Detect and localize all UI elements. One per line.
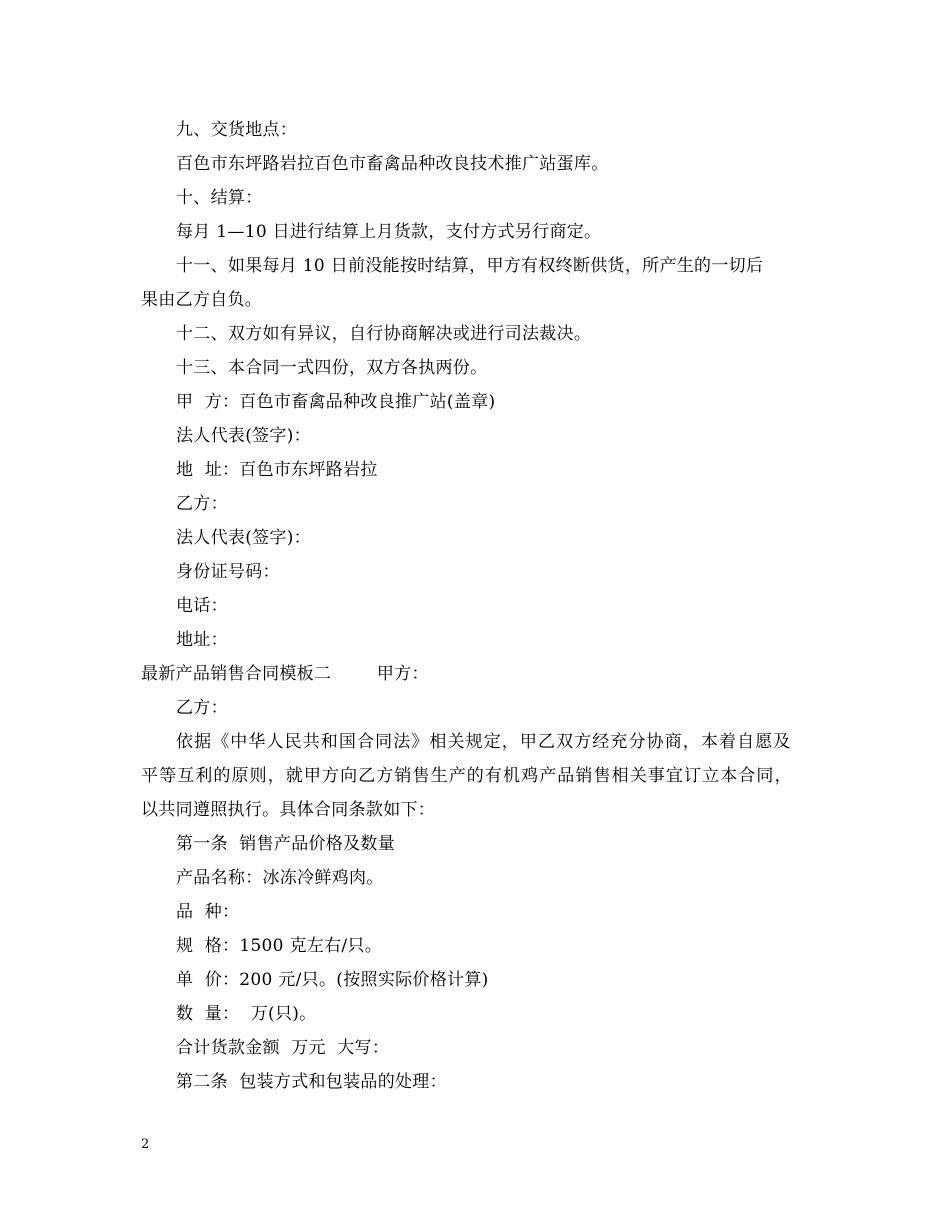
text-line: 单 价：200 元/只。(按照实际价格计算): [176, 970, 489, 990]
text-line: 规 格：1500 克左右/只。: [176, 936, 383, 956]
page-number: 2: [141, 1137, 150, 1152]
text-line: 第二条 包装方式和包装品的处理：: [176, 1072, 447, 1092]
section-heading: 最新产品销售合同模板二 甲方：: [141, 664, 429, 684]
text-line: 第一条 销售产品价格及数量: [176, 834, 396, 854]
text-line: 九、交货地点：: [176, 120, 298, 140]
text-line: 平等互利的原则，就甲方向乙方销售生产的有机鸡产品销售相关事宜订立本合同，: [141, 766, 793, 786]
text-line: 法人代表(签字)：: [176, 426, 311, 446]
text-line: 产品名称：冰冻冷鲜鸡肉。: [176, 868, 384, 888]
text-line: 十一、如果每月 10 日前没能按时结算，甲方有权终断供货，所产生的一切后: [176, 256, 764, 276]
text-line: 每月 1—10 日进行结算上月货款，支付方式另行商定。: [176, 222, 602, 242]
text-line: 以共同遵照执行。具体合同条款如下：: [141, 800, 436, 820]
text-line: 依据《中华人民共和国合同法》相关规定，甲乙双方经充分协商，本着自愿及: [176, 732, 792, 752]
text-line: 十二、双方如有异议，自行协商解决或进行司法裁决。: [176, 324, 592, 344]
text-line: 合计货款金额 万元 大写：: [176, 1038, 390, 1058]
text-line: 品 种：: [176, 902, 240, 922]
text-line: 身份证号码：: [176, 562, 280, 582]
text-line: 数 量： 万(只)。: [176, 1004, 317, 1024]
text-line: 法人代表(签字)：: [176, 528, 311, 548]
text-line: 地址：: [176, 630, 228, 650]
text-line: 百色市东坪路岩拉百色市畜禽品种改良技术推广站蛋库。: [176, 154, 609, 174]
text-line: 果由乙方自负。: [141, 290, 263, 310]
text-line: 电话：: [176, 596, 228, 616]
text-line: 十三、本合同一式四份，双方各执两份。: [176, 358, 488, 378]
text-line: 乙方：: [176, 698, 228, 718]
text-line: 乙方：: [176, 494, 228, 514]
text-line: 十、结算：: [176, 188, 263, 208]
text-line: 地 址：百色市东坪路岩拉: [176, 460, 378, 480]
text-line: 甲 方：百色市畜禽品种改良推广站(盖章): [176, 392, 496, 412]
